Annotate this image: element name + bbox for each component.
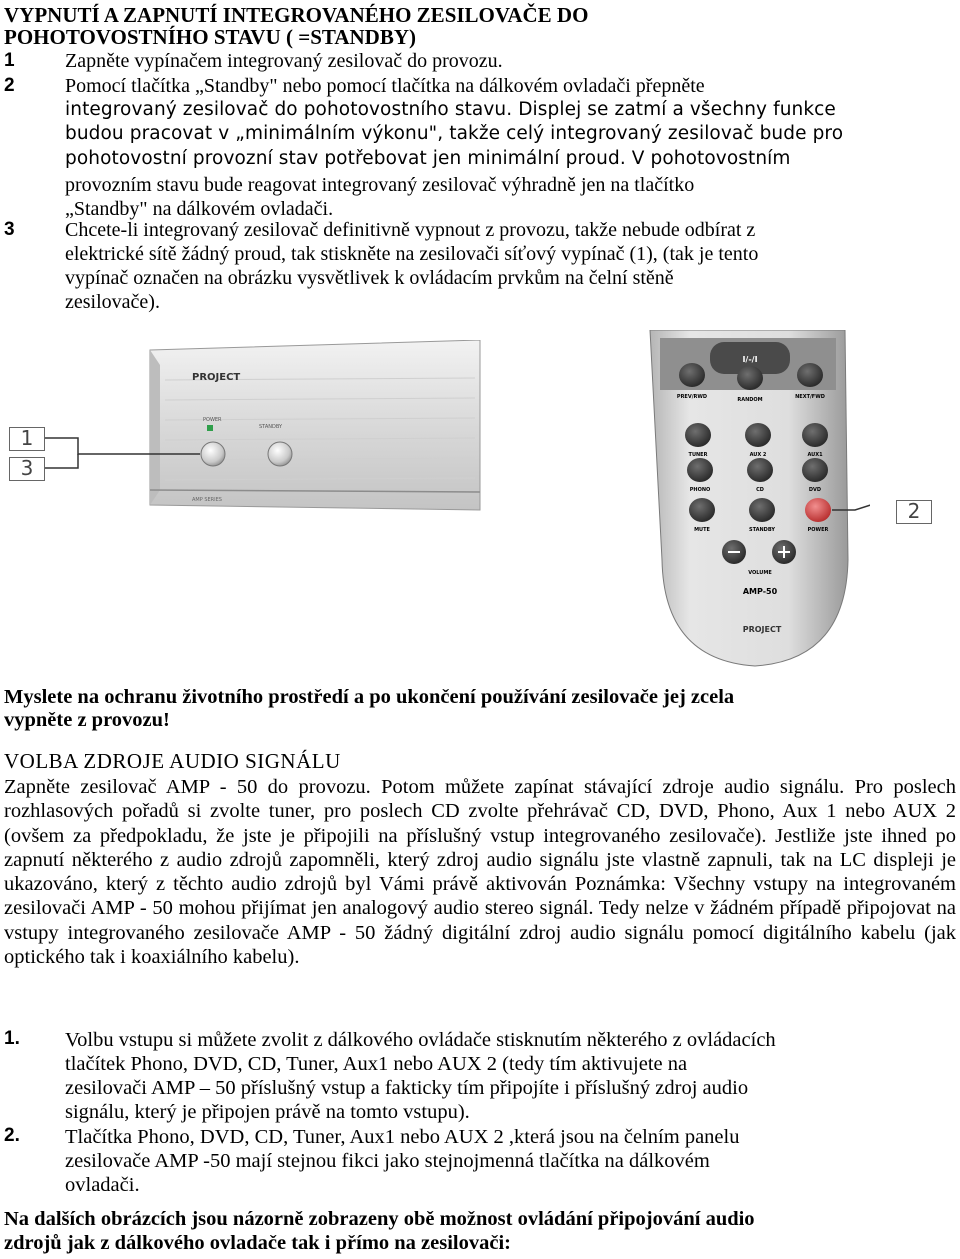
item-2-line: pohotovostní provozní stav potřebovat jen minimální proud. V pohotovostním (65, 148, 791, 169)
remote-button[interactable] (802, 423, 828, 447)
list-number-1: 1. (4, 1028, 20, 1049)
remote-label: RANDOM (737, 397, 763, 403)
item-2-line: provozním stavu bude reagovat integrovaný zesilovač výhradně jen na tlačítko (65, 174, 695, 196)
env-note-line-2: vypněte z provozu! (4, 709, 170, 731)
section-title-line-2: POHOTOVOSTNÍHO STAVU ( =STANDBY) (4, 25, 416, 49)
remote-button[interactable] (679, 363, 705, 387)
remote-button[interactable] (797, 363, 823, 387)
panel-model: AMP SERIES (192, 497, 222, 503)
remote-label: CD (756, 487, 764, 493)
list-item-2-line: ovladači. (65, 1174, 140, 1196)
item-3-line: elektrické sítě žádný proud, tak stiskněte na zesilovači síťový vypínač (1), (tak je tento (65, 243, 759, 265)
item-3-line: Chcete-li integrovaný zesilovač definitivně vypnout z provozu, takže nebude odbírat z (65, 219, 756, 241)
section-title-line-1: VYPNUTÍ A ZAPNUTÍ INTEGROVANÉHO ZESILOVAČE DO (4, 3, 589, 27)
item-2-line: budou pracovat v „minimálním výkonu", takže celý integrovaný zesilovač bude pro (65, 123, 844, 144)
list-item-1-line: zesilovači AMP – 50 příslušný vstup a fakticky tím připojíte i příslušný zdroj audio (65, 1077, 749, 1099)
remote-label: PHONO (689, 487, 711, 493)
remote-label: TUNER (688, 452, 708, 458)
panel-brand: PROJECT (192, 372, 241, 383)
amplifier-front-panel-illustration (0, 340, 490, 530)
remote-button[interactable] (685, 423, 711, 447)
remote-brand: PROJECT (742, 625, 782, 634)
item-3-line: vypínač označen na obrázku vysvětlivek k ovládacím prvkům na čelní stěně (65, 267, 674, 289)
standby-label: STANDBY (259, 424, 283, 430)
remote-row-1 (677, 363, 825, 403)
remote-button[interactable] (737, 366, 763, 390)
remote-label: MUTE (694, 527, 710, 533)
remote-button[interactable] (802, 458, 828, 482)
remote-top-button-label: I/-/I (742, 355, 758, 364)
remote-button[interactable] (687, 458, 713, 482)
item-3-line: zesilovače). (65, 291, 160, 313)
footer-line-2: zdrojů jak z dálkového ovladače tak i přímo na zesilovači: (4, 1232, 511, 1254)
item-2-line: „Standby" na dálkovém ovladači. (65, 198, 334, 220)
list-number-2: 2. (4, 1125, 20, 1146)
item-number-1: 1 (4, 50, 15, 71)
remote-button[interactable] (747, 458, 773, 482)
item-2-line: Pomocí tlačítka „Standby" nebo pomocí tlačítka na dálkovém ovladači přepněte (65, 75, 705, 97)
remote-button[interactable] (749, 498, 775, 522)
list-item-2-line: Tlačítka Phono, DVD, CD, Tuner, Aux1 nebo AUX 2 ,která jsou na čelním panelu (65, 1126, 740, 1148)
remote-label: NEXT/FWD (795, 394, 825, 400)
item-number-2: 2 (4, 75, 15, 96)
remote-label: DVD (808, 487, 822, 493)
remote-label: STANDBY (749, 527, 775, 533)
item-1-line: Zapněte vypínačem integrovaný zesilovač do provozu. (65, 50, 503, 72)
power-led (207, 425, 213, 431)
remote-row-2 (685, 423, 828, 458)
remote-power-button[interactable] (805, 498, 831, 522)
list-item-1-line: signálu, který je připojen právě na tomto vstupu). (65, 1101, 470, 1123)
remote-button[interactable] (745, 423, 771, 447)
env-note-line-1: Myslete na ochranu životního prostředí a po ukončení používání zesilovače jej zcela (4, 686, 735, 708)
footer-line-1: Na dalších obrázcích jsou názorně zobrazeny obě možnost ovládání připojování audio (4, 1208, 755, 1230)
remote-label: PREV/RWD (676, 394, 708, 400)
callout-3: 3 (9, 457, 45, 481)
callout-1: 1 (9, 427, 45, 451)
volume-label: VOLUME (748, 570, 772, 576)
power-label: POWER (203, 417, 222, 423)
section-2-paragraph: Zapněte zesilovač AMP - 50 do provozu. Potom můžete zapínat stávající zdroje audio signálu. Pro poslech rozhlasových pořadů si zvolte tuner, pro poslech CD zvolte přehrávač CD, DVD, Phono, Aux 1 nebo AUX 2 (ovšem za předpokladu, že jste je připojili na příslušný vstup integrovaného zesilovače). Jestliže jste ihned po zapnutí některého z audio zdrojů zapomněli, který zdroj audio signálu jste vlastně zapnuli, tak na LC displeji je ukazováno, který z těchto audio zdrojů byl Vámi právě aktivován Poznámka: Všechny vstupy na integrovaném zesilovači AMP - 50 mohou přijímat jen analogový audio stereo signál. Tedy nelze v žádném případě připojovat na vstupy integrovaného zesilovače AMP - 50 žádný digitální zdroj audio signálu pomocí digitálního kabelu (jak optického tak i koaxiálního kabelu). (4, 776, 956, 969)
remote-button[interactable] (689, 498, 715, 522)
callout-2: 2 (896, 500, 932, 524)
item-2-line: integrovaný zesilovač do pohotovostního stavu. Displej se zatmí a všechny funkce (65, 99, 836, 120)
remote-label: POWER (807, 527, 829, 533)
remote-label: AUX1 (807, 452, 823, 458)
standby-button[interactable] (268, 442, 292, 466)
list-item-2-line: zesilovače AMP -50 mají stejnou fikci jako stejnojmenná tlačítka na dálkovém (65, 1150, 710, 1172)
power-switch[interactable] (201, 442, 225, 466)
remote-model: AMP-50 (742, 587, 778, 596)
list-item-1-line: tlačítek Phono, DVD, CD, Tuner, Aux1 nebo AUX 2 (tedy tím aktivujete na (65, 1053, 688, 1075)
section-2-title: VOLBA ZDROJE AUDIO SIGNÁLU (4, 749, 341, 773)
list-item-1-line: Volbu vstupu si můžete zvolit z dálkového ovládače stisknutím některého z ovládacích (65, 1029, 776, 1051)
remote-control-illustration (640, 330, 870, 670)
remote-label: AUX 2 (749, 452, 767, 458)
item-number-3: 3 (4, 219, 15, 240)
